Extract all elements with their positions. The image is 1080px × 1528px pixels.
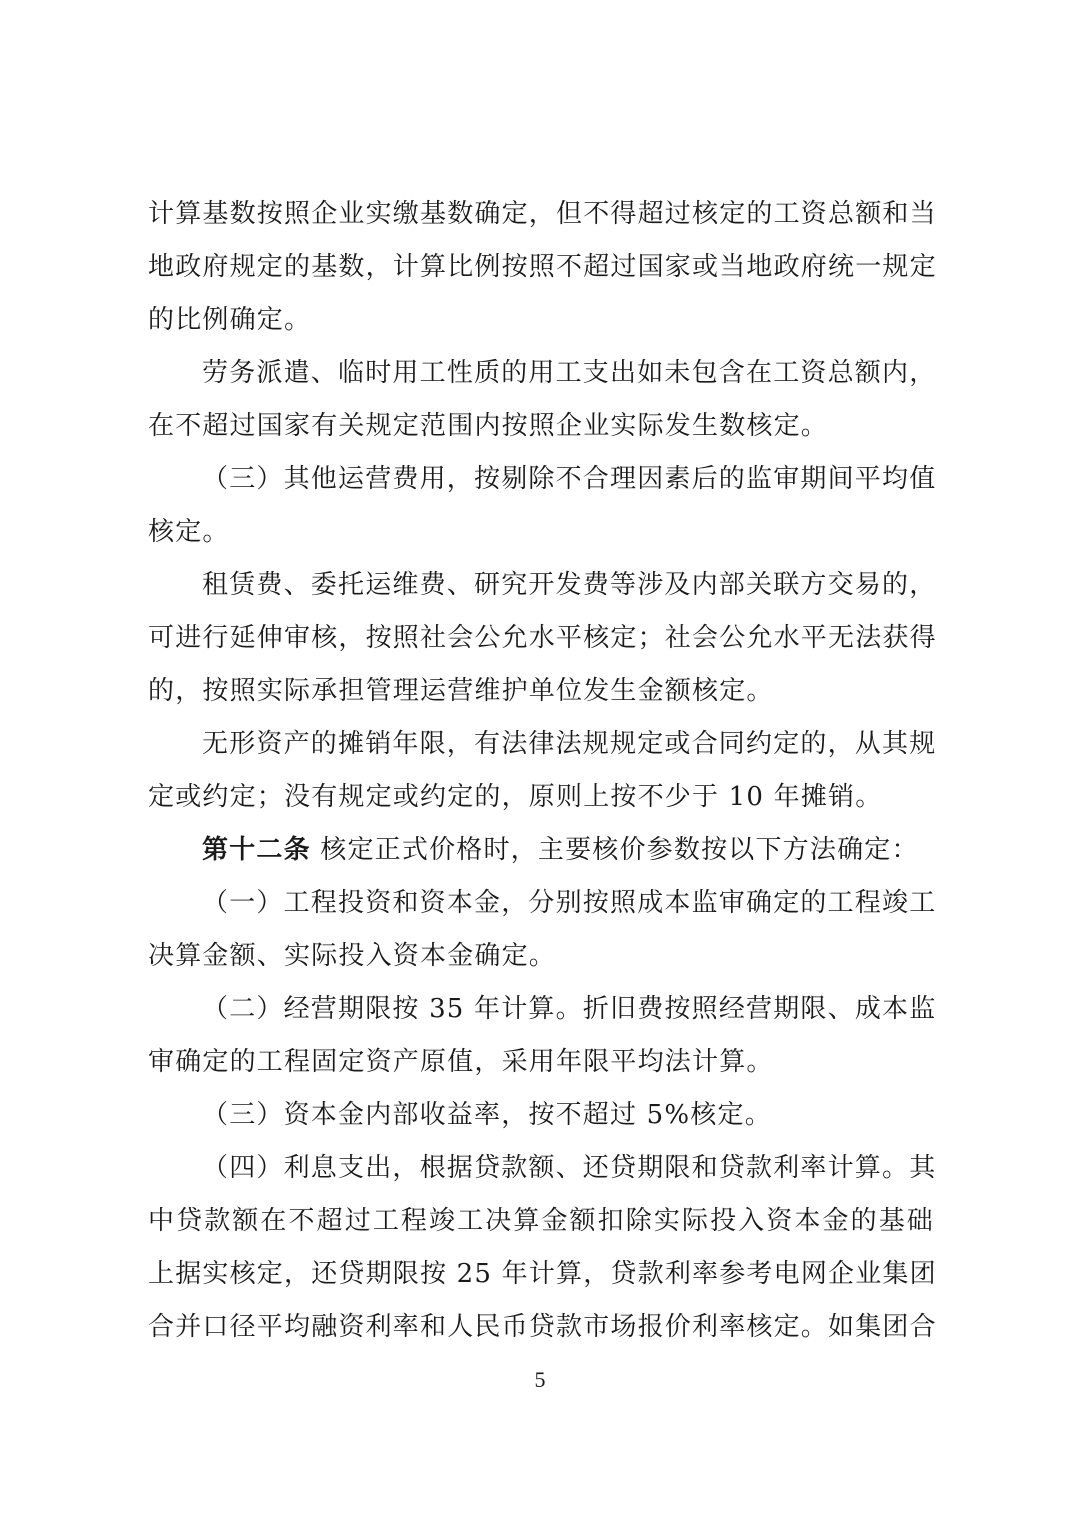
paragraph-line: （三）资本金内部收益率，按不超过 5%核定。 [202,1100,772,1130]
paragraph-line: 的比例确定。 [148,305,312,335]
paragraph-line: （四）利息支出，根据贷款额、还贷期限和贷款利率计算。其 [202,1153,937,1183]
paragraph-line: 决算金额、实际投入资本金确定。 [148,941,557,971]
article-title: 第十二条 [202,835,311,865]
paragraph-line: （三）其他运营费用，按剔除不合理因素后的监审期间平均值 [202,464,937,494]
article-text: 核定正式价格时，主要核价参数按以下方法确定： [320,835,919,865]
paragraph-line: 地政府规定的基数，计算比例按照不超过国家或当地政府统一规定 [148,252,937,282]
paragraph-line: 的，按照实际承担管理运营维护单位发生金额核定。 [148,676,774,706]
paragraph-line: 在不超过国家有关规定范围内按照企业实际发生数核定。 [148,411,829,441]
paragraph-line: 核定。 [148,517,230,547]
article-line [202,830,934,870]
paragraph-line: 租赁费、委托运维费、研究开发费等涉及内部关联方交易的， [202,570,937,600]
paragraph-line: 审确定的工程固定资产原值，采用年限平均法计算。 [148,1047,774,1077]
paragraph-line: （二）经营期限按 35 年计算。折旧费按照经营期限、成本监 [202,994,937,1024]
paragraph-line: 劳务派遣、临时用工性质的用工支出如未包含在工资总额内， [202,358,937,388]
paragraph-line: 定或约定；没有规定或约定的，原则上按不少于 10 年摊销。 [148,782,883,812]
paragraph-line: 中贷款额在不超过工程竣工决算金额扣除实际投入资本金的基础 [148,1206,934,1236]
paragraph-line: （一）工程投资和资本金，分别按照成本监审确定的工程竣工 [202,888,937,918]
paragraph-line: 可进行延伸审核，按照社会公允水平核定；社会公允水平无法获得 [148,623,937,653]
paragraph-line: 计算基数按照企业实缴基数确定，但不得超过核定的工资总额和当 [148,199,937,229]
paragraph-line: 上据实核定，还贷期限按 25 年计算，贷款利率参考电网企业集团 [148,1259,937,1289]
paragraph-line: 无形资产的摊销年限，有法律法规规定或合同约定的，从其规 [202,729,937,759]
page-number: 5 [534,1367,546,1392]
paragraph-line: 合并口径平均融资利率和人民币贷款市场报价利率核定。如集团合 [148,1312,937,1342]
